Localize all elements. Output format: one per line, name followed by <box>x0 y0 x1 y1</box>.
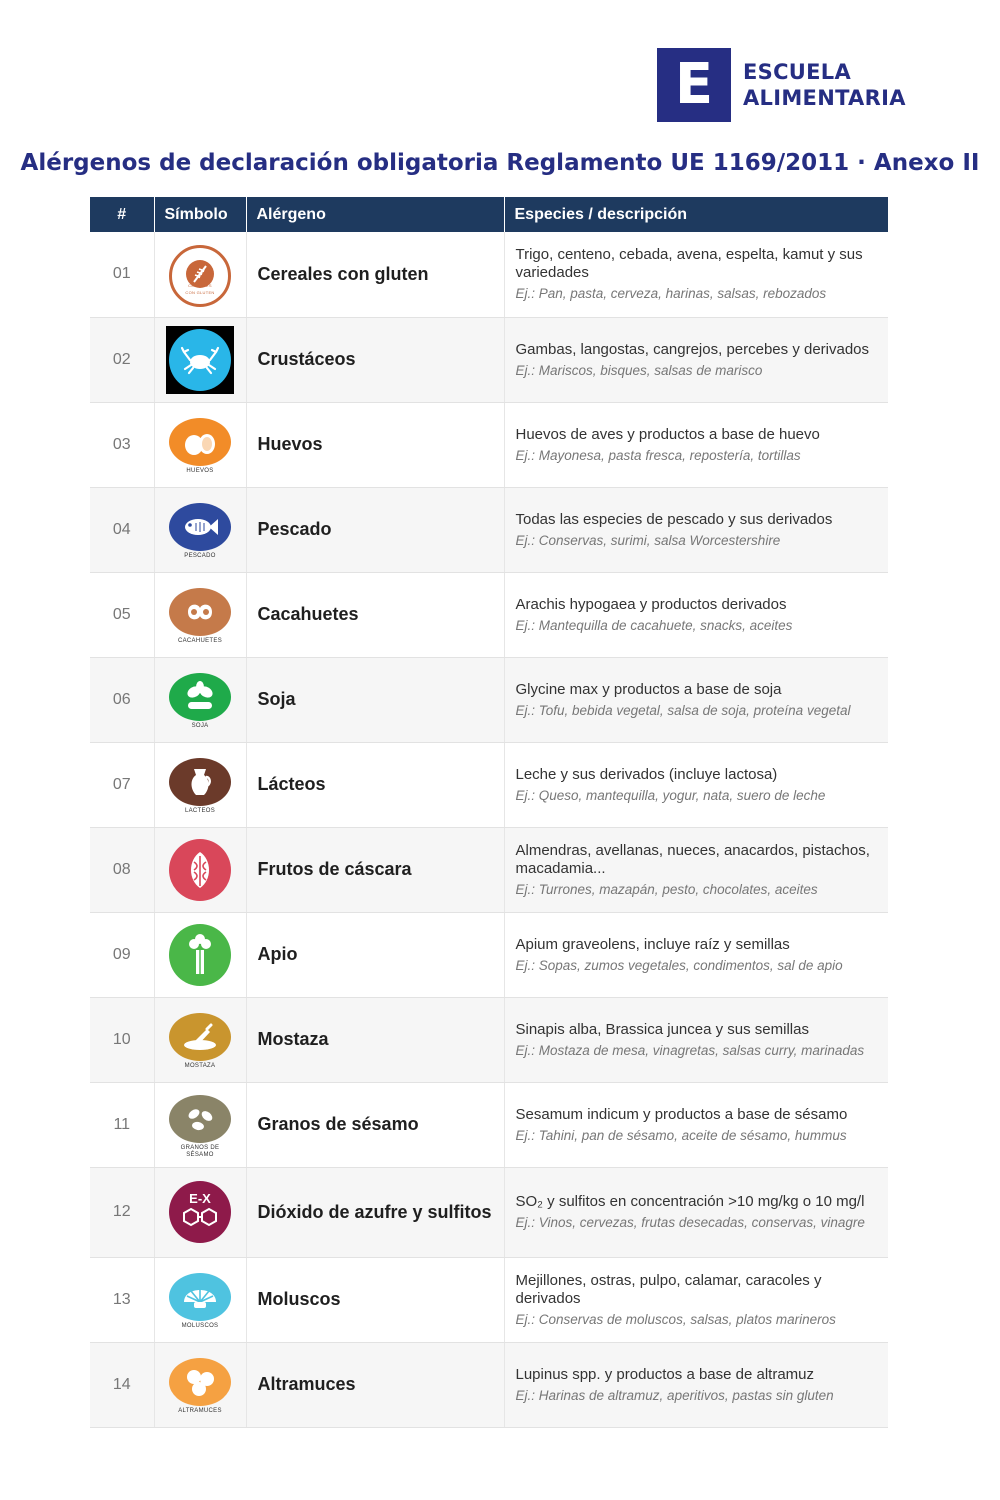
mustard-icon <box>166 1006 234 1074</box>
allergen-name: Altramuces <box>246 1342 504 1427</box>
allergen-description: Arachis hypogaea y productos derivados <box>515 595 787 613</box>
table-row <box>90 912 888 997</box>
svg-text:E-X: E-X <box>189 1191 211 1206</box>
allergen-name: Cereales con gluten <box>246 232 504 317</box>
wheat-icon <box>166 240 234 308</box>
row-number: 05 <box>90 572 154 657</box>
row-symbol <box>154 1167 246 1257</box>
allergen-examples: Ej.: Sopas, zumos vegetales, condimentos, sal de apio <box>515 957 843 973</box>
logo-wordmark <box>743 59 906 111</box>
symbol-label: HUEVOS <box>186 468 214 474</box>
row-number: 06 <box>90 657 154 742</box>
row-symbol <box>154 1082 246 1167</box>
fish-icon <box>166 496 234 564</box>
row-number: 11 <box>90 1082 154 1167</box>
allergen-examples: Ej.: Tahini, pan de sésamo, aceite de sésamo, hummus <box>515 1127 847 1143</box>
symbol-label: MOLUSCOS <box>181 1323 219 1329</box>
sulfite-molecule-icon <box>166 1178 234 1246</box>
header-num: # <box>90 197 154 232</box>
symbol-label: CEREALES CON GLUTEN <box>185 283 215 296</box>
allergen-examples: Ej.: Queso, mantequilla, yogur, nata, suero de leche <box>515 787 826 803</box>
row-number: 12 <box>90 1167 154 1257</box>
allergen-name: Granos de sésamo <box>246 1082 504 1167</box>
sesame-icon <box>166 1091 234 1159</box>
allergen-examples: Ej.: Conservas de moluscos, salsas, platos marineros <box>515 1311 836 1327</box>
row-symbol <box>154 487 246 572</box>
crab-icon <box>166 326 234 394</box>
allergen-description: Lupinus spp. y productos a base de altramuz <box>515 1365 815 1383</box>
allergen-examples: Ej.: Tofu, bebida vegetal, salsa de soja, proteína vegetal <box>515 702 851 718</box>
allergen-description-cell <box>504 657 888 742</box>
header-allergen: Alérgeno <box>246 197 504 232</box>
row-symbol <box>154 912 246 997</box>
symbol-label: LACTEOS <box>184 808 216 814</box>
allergen-name: Crustáceos <box>246 317 504 402</box>
logo-line-2: ALIMENTARIA <box>743 86 906 110</box>
allergen-description-cell <box>504 317 888 402</box>
allergen-examples: Ej.: Turrones, mazapán, pesto, chocolates, aceites <box>515 881 818 897</box>
allergen-name: Lácteos <box>246 742 504 827</box>
lupin-icon <box>166 1351 234 1419</box>
row-number: 13 <box>90 1257 154 1342</box>
row-symbol <box>154 997 246 1082</box>
allergen-description: Leche y sus derivados (incluye lactosa) <box>515 765 778 783</box>
celery-icon <box>166 921 234 989</box>
row-number: 10 <box>90 997 154 1082</box>
table-row <box>90 317 888 402</box>
allergen-examples: Ej.: Pan, pasta, cerveza, harinas, salsas, rebozados <box>515 286 827 302</box>
table-row <box>90 742 888 827</box>
allergen-name: Dióxido de azufre y sulfitos <box>246 1167 504 1257</box>
allergen-examples: Ej.: Mayonesa, pasta fresca, repostería, tortillas <box>515 447 801 463</box>
allergen-description: Sinapis alba, Brassica juncea y sus semillas <box>515 1020 809 1038</box>
allergen-name: Huevos <box>246 402 504 487</box>
allergen-examples: Ej.: Mostaza de mesa, vinagretas, salsas curry, marinadas <box>515 1042 865 1058</box>
symbol-label: SOJA <box>191 723 209 729</box>
allergen-examples: Ej.: Mantequilla de cacahuete, snacks, aceites <box>515 617 793 633</box>
row-symbol <box>154 657 246 742</box>
allergen-description-cell <box>504 1257 888 1342</box>
symbol-label: GRANOS DE SÉSAMO <box>180 1144 220 1158</box>
row-symbol <box>154 572 246 657</box>
row-symbol <box>154 1342 246 1427</box>
table-row <box>90 657 888 742</box>
logo-mark: E <box>657 48 731 122</box>
header-symbol: Símbolo <box>154 197 246 232</box>
allergen-name: Frutos de cáscara <box>246 827 504 912</box>
allergen-description: Apium graveolens, incluye raíz y semillas <box>515 935 790 953</box>
row-symbol <box>154 1257 246 1342</box>
allergen-examples: Ej.: Conservas, surimi, salsa Worcestershire <box>515 532 781 548</box>
allergen-description-cell <box>504 912 888 997</box>
row-symbol <box>154 742 246 827</box>
table-row <box>90 402 888 487</box>
symbol-label: ALTRAMUCES <box>178 1408 222 1414</box>
table-row <box>90 1342 888 1427</box>
allergen-name: Apio <box>246 912 504 997</box>
allergen-description: SO₂ y sulfitos en concentración >10 mg/kg o 10 mg/l <box>515 1193 865 1210</box>
row-number: 03 <box>90 402 154 487</box>
allergen-examples: Ej.: Harinas de altramuz, aperitivos, pastas sin gluten <box>515 1387 834 1403</box>
allergen-name: Mostaza <box>246 997 504 1082</box>
brand-logo <box>657 48 906 122</box>
table-row <box>90 1257 888 1342</box>
table-row <box>90 1167 888 1257</box>
allergen-description: Sesamum indicum y productos a base de sésamo <box>515 1105 848 1123</box>
allergen-description: Gambas, langostas, cangrejos, percebes y derivados <box>515 340 870 358</box>
peanut-icon <box>166 581 234 649</box>
shell-icon <box>166 1266 234 1334</box>
allergen-examples: Ej.: Vinos, cervezas, frutas desecadas, conservas, vinagre <box>515 1215 865 1230</box>
symbol-label: CACAHUETES <box>177 638 222 644</box>
milk-jug-icon <box>166 751 234 819</box>
table-row <box>90 487 888 572</box>
table-row <box>90 232 888 317</box>
row-number: 07 <box>90 742 154 827</box>
allergen-name: Moluscos <box>246 1257 504 1342</box>
allergen-description-cell <box>504 827 888 912</box>
allergen-description: Mejillones, ostras, pulpo, calamar, caracoles y derivados <box>515 1271 822 1307</box>
allergen-description-cell <box>504 997 888 1082</box>
logo-line-1: ESCUELA <box>743 60 852 84</box>
allergen-examples: Ej.: Mariscos, bisques, salsas de marisco <box>515 362 763 378</box>
table-row <box>90 997 888 1082</box>
header-description: Especies / descripción <box>504 197 888 232</box>
page-title: Alérgenos de declaración obligatoria Reglamento UE 1169/2011 · Anexo II <box>20 150 980 176</box>
eggs-icon <box>166 411 234 479</box>
allergen-description: Trigo, centeno, cebada, avena, espelta, kamut y sus variedades <box>515 246 863 282</box>
allergen-name: Cacahuetes <box>246 572 504 657</box>
table-row <box>90 1082 888 1167</box>
row-symbol <box>154 402 246 487</box>
allergen-name: Soja <box>246 657 504 742</box>
row-number: 01 <box>90 232 154 317</box>
row-symbol <box>154 317 246 402</box>
row-symbol <box>154 827 246 912</box>
allergen-description-cell <box>504 1082 888 1167</box>
table-row <box>90 572 888 657</box>
row-number: 09 <box>90 912 154 997</box>
table-header-row <box>90 197 888 232</box>
row-number: 14 <box>90 1342 154 1427</box>
allergen-description-cell <box>504 487 888 572</box>
allergens-table <box>90 197 888 1428</box>
allergen-description-cell <box>504 1342 888 1427</box>
allergen-description: Almendras, avellanas, nueces, anacardos, pistachos, macadamia... <box>515 841 870 877</box>
allergen-description-cell <box>504 572 888 657</box>
allergen-description-cell <box>504 232 888 317</box>
allergen-name: Pescado <box>246 487 504 572</box>
allergen-description: Todas las especies de pescado y sus derivados <box>515 510 833 528</box>
row-number: 08 <box>90 827 154 912</box>
symbol-label: PESCADO <box>184 553 216 559</box>
allergen-description-cell <box>504 402 888 487</box>
allergen-description-cell <box>504 742 888 827</box>
nut-icon <box>166 836 234 904</box>
row-number: 04 <box>90 487 154 572</box>
symbol-label: MOSTAZA <box>184 1063 216 1069</box>
row-symbol <box>154 232 246 317</box>
soy-icon <box>166 666 234 734</box>
allergen-description: Huevos de aves y productos a base de huevo <box>515 425 820 443</box>
row-number: 02 <box>90 317 154 402</box>
table-row <box>90 827 888 912</box>
allergen-description-cell <box>504 1167 888 1257</box>
allergen-description: Glycine max y productos a base de soja <box>515 680 782 698</box>
